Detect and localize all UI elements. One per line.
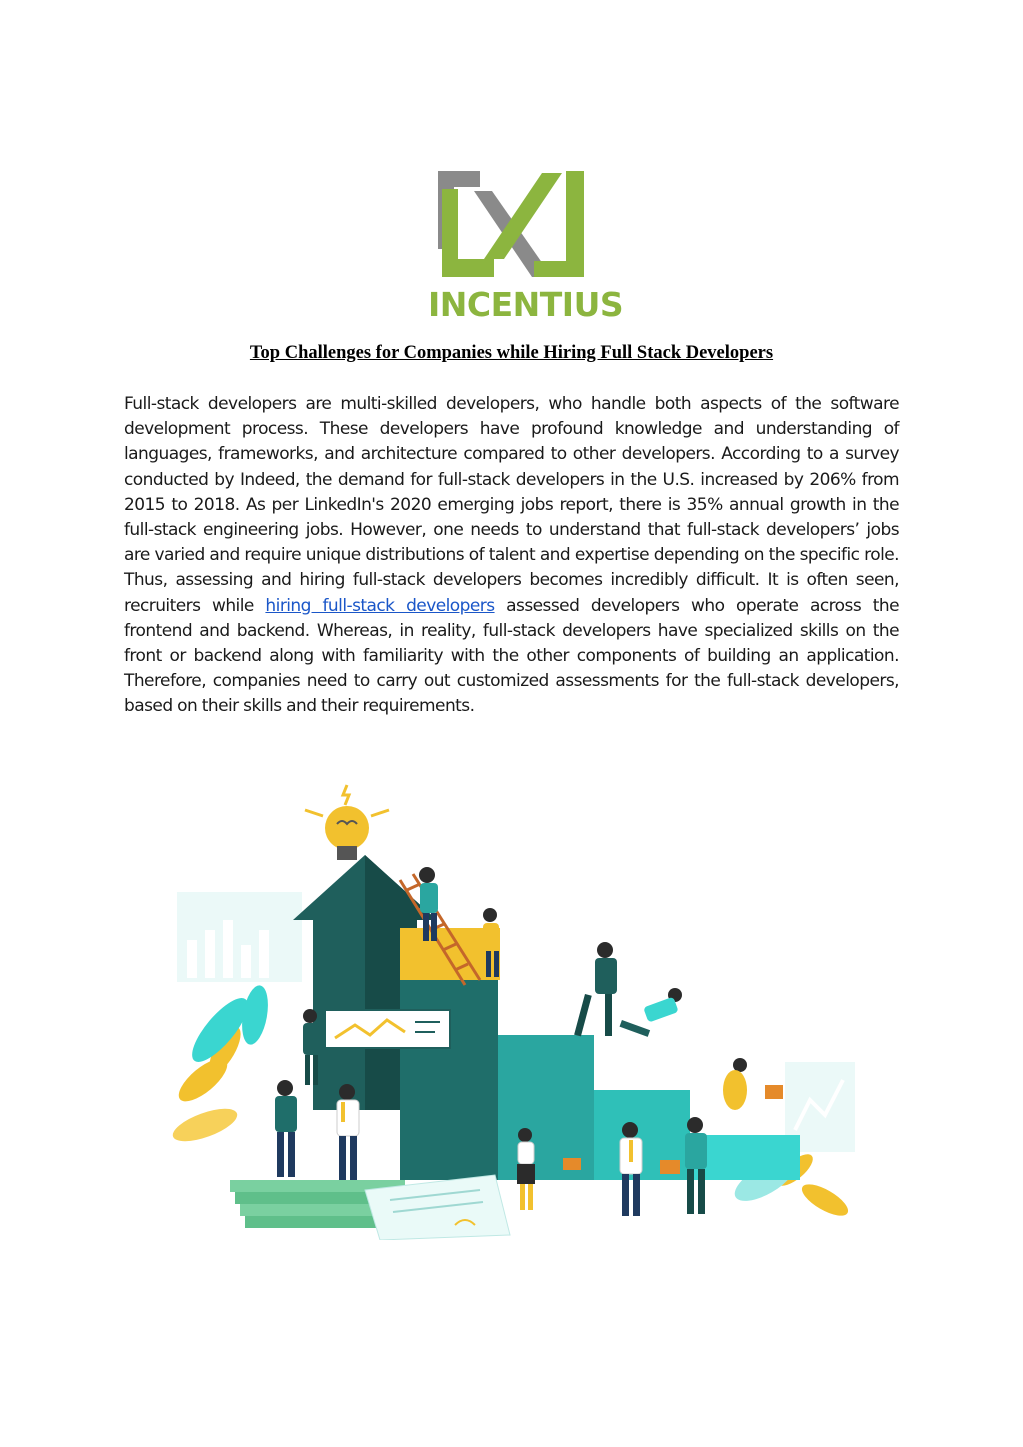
light-bulb-icon [305,785,389,860]
team-growth-illustration [165,780,865,1240]
person-helper-top-step [574,942,617,1036]
hiring-developers-link[interactable]: hiring full-stack developers [265,595,495,616]
body-paragraph [124,392,899,720]
person-yellow-dress-right [723,1058,783,1110]
person-left-handshake-1 [275,1080,297,1177]
paragraph-text-part-1: Full-stack developers are multi-skilled developers, who handle both aspects of the software development process. These developers have profound knowledge and understanding of languages, frameworks, and architecture compared to other developers. According to a survey conducted by Indeed, the demand for full-stack developers in the U.S. increased by 206% from 2015 to 2018. As per LinkedIn's 2020 emerging jobs report, there is 35% annual growth in the full-stack engineering jobs. However, one needs to understand that full-stack developers’ jobs are varied and require unique distributions of talent and expertise depending on the specific role. Thus, assessing and hiring full-stack developers becomes incredibly difficult. It is often seen, recruiters while [124,394,899,616]
incentius-logo [428,163,624,325]
person-being-helped [620,988,682,1037]
paragraph-text-part-2: assessed developers who operate across the frontend and backend. Whereas, in reality, full-stack developers have specialized skills on the front or backend along with familiarity with the other components of building an application. Therefore, companies need to carry out customized assessments for the full-stack developers, based on their skills and their requirements. [124,595,899,717]
background-bar-chart-left [177,892,302,982]
logo-mark-icon [428,163,598,287]
logo-wordmark: INCENTIUS [428,285,624,324]
chart-board [325,1010,450,1048]
page-title: Top Challenges for Companies while Hiring Full Stack Developers [249,343,774,363]
